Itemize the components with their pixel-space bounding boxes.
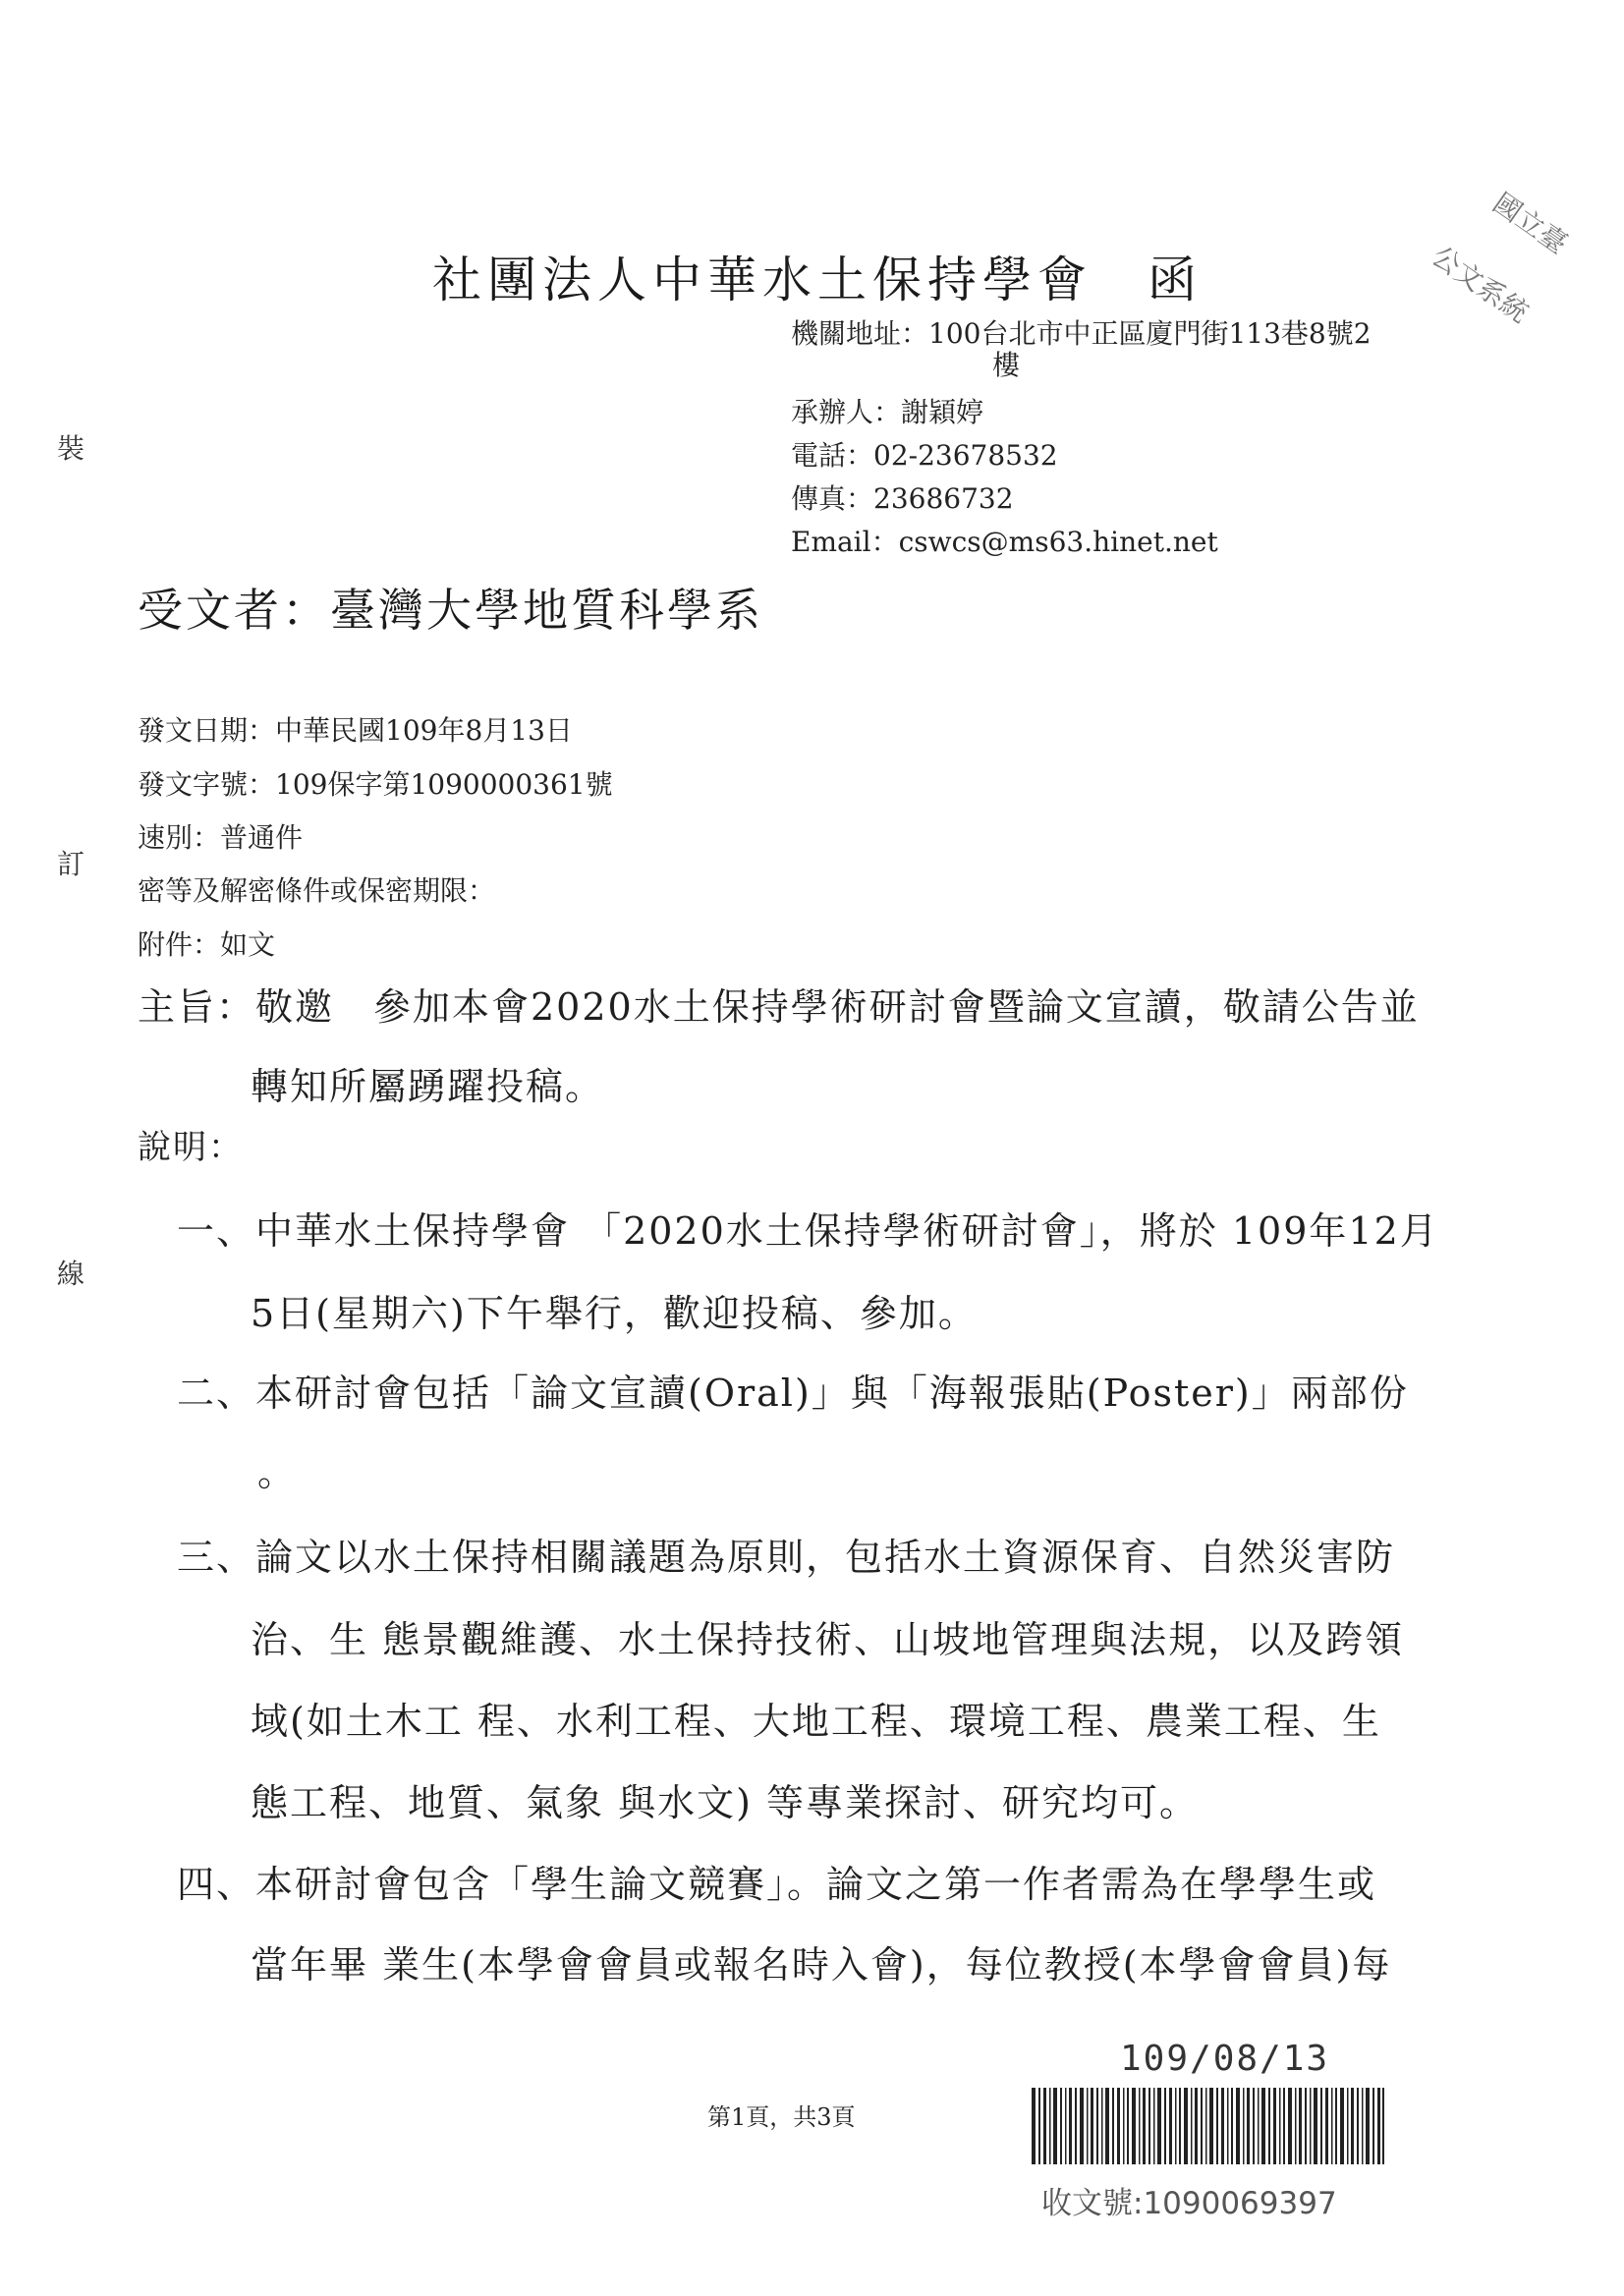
recipient: 受文者：臺灣大學地質科學系 xyxy=(138,584,763,637)
item-2-line-2: 。 xyxy=(257,1451,298,1494)
attachment: 附件：如文 xyxy=(138,928,276,961)
contact-phone: 電話：02-23678532 xyxy=(791,439,1058,472)
contact-fax: 傳真：23686732 xyxy=(791,482,1014,515)
subject-line-1: 主旨：敬邀 參加本會2020水土保持學術研討會暨論文宣讀，敬請公告並 xyxy=(138,985,1420,1029)
contact-email: Email：cswcs@ms63.hinet.net xyxy=(791,526,1218,558)
received-number: 收文號:1090069397 xyxy=(1041,2186,1337,2221)
subject-line-2: 轉知所屬踴躍投稿。 xyxy=(251,1065,605,1108)
agency-address-line2: 樓 xyxy=(992,349,1021,381)
received-stamp xyxy=(1379,171,1624,467)
item-4-line-1: 四、本研討會包含「學生論文競賽」。論文之第一作者需為在學學生或 xyxy=(177,1863,1377,1906)
issue-date: 發文日期：中華民國109年8月13日 xyxy=(138,714,573,747)
item-3-line-4: 態工程、地質、氣象 與水文) 等專業探討、研究均可。 xyxy=(251,1781,1199,1824)
item-4-line-2: 當年畢 業生(本學會會員或報名時入會)，每位教授(本學會會員)每 xyxy=(251,1943,1392,1987)
margin-mark-xian: 線 xyxy=(57,1258,85,1290)
item-3-line-1: 三、論文以水土保持相關議題為原則，包括水土資源保育、自然災害防 xyxy=(177,1536,1396,1579)
document-title: 社團法人中華水土保持學會 函 xyxy=(432,252,1203,308)
barcode-icon xyxy=(1032,2088,1385,2164)
item-1-line-1: 一、中華水土保持學會 「2020水土保持學術研討會」，將於 109年12月 xyxy=(177,1209,1439,1253)
stamp-line-1: 國立臺 xyxy=(1486,186,1574,261)
stamp-line-2: 公文系統 xyxy=(1426,239,1536,330)
explanation-label: 說明： xyxy=(138,1128,244,1167)
secrecy-level: 密等及解密條件或保密期限： xyxy=(138,874,496,907)
item-2-line-1: 二、本研討會包括「論文宣讀(Oral)」與「海報張貼(Poster)」兩部份 xyxy=(177,1372,1409,1415)
delivery-speed: 速別：普通件 xyxy=(138,821,304,854)
item-3-line-2: 治、生 態景觀維護、水土保持技術、山坡地管理與法規，以及跨領 xyxy=(251,1618,1405,1661)
contact-person: 承辦人：謝穎婷 xyxy=(791,396,984,428)
received-date: 109/08/13 xyxy=(1120,2039,1330,2079)
margin-mark-zhuang: 裝 xyxy=(57,432,85,465)
document-number: 發文字號：109保字第1090000361號 xyxy=(138,768,613,801)
page-indicator: 第1頁，共3頁 xyxy=(707,2103,856,2131)
agency-address-line1: 機關地址：100台北市中正區廈門街113巷8號2 xyxy=(791,317,1372,350)
item-3-line-3: 域(如土木工 程、水利工程、大地工程、環境工程、農業工程、生 xyxy=(251,1700,1381,1743)
margin-mark-ding: 訂 xyxy=(57,848,85,880)
item-1-line-2: 5日(星期六)下午舉行，歡迎投稿、參加。 xyxy=(251,1292,978,1335)
